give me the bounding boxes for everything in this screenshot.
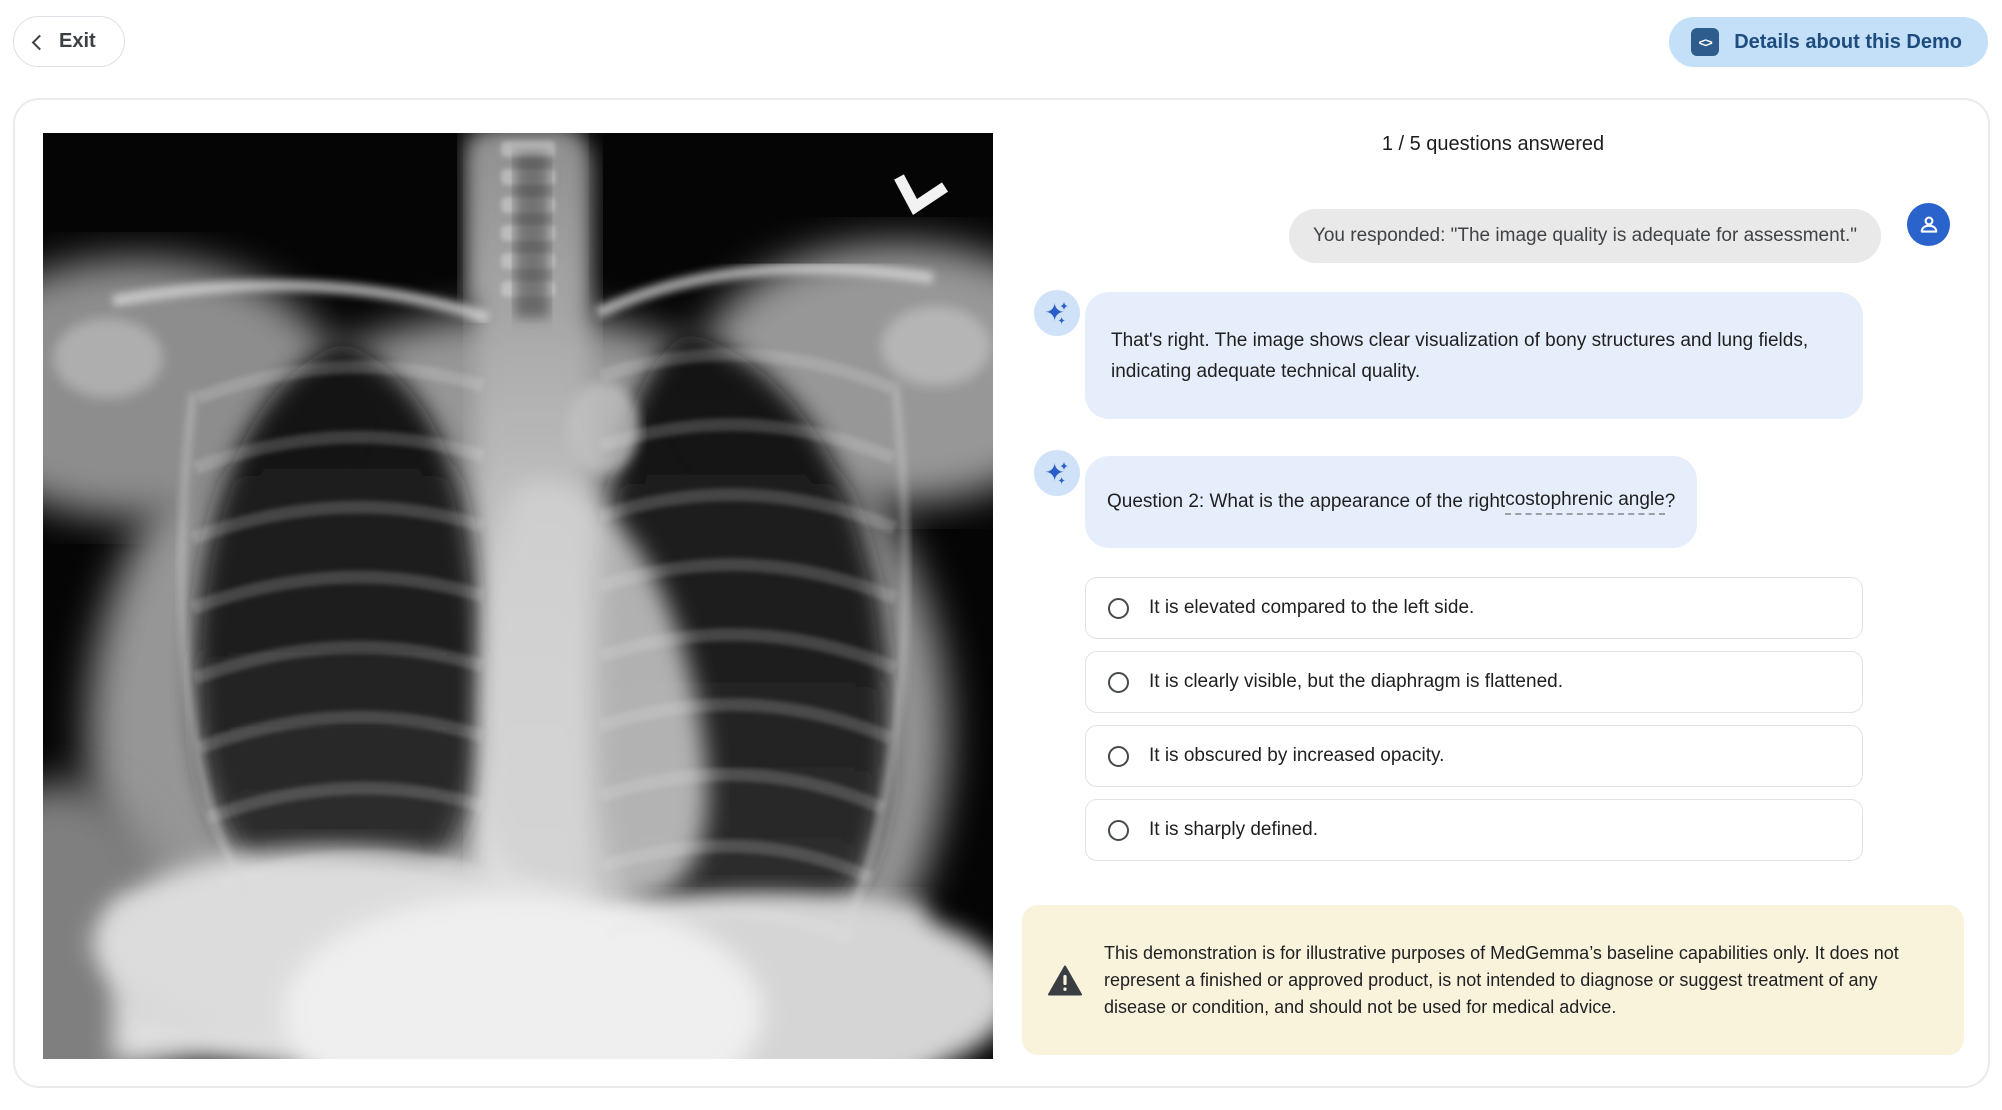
option-label: It is sharply defined. — [1149, 819, 1318, 840]
answer-option-3[interactable] — [1085, 725, 1863, 787]
details-label: Details about this Demo — [1734, 30, 1962, 53]
question-suffix: ? — [1664, 491, 1676, 512]
option-label: It is obscured by increased opacity. — [1149, 745, 1445, 766]
details-about-demo-button[interactable] — [1669, 17, 1988, 67]
chest-xray-image — [43, 133, 993, 1059]
code-icon: <> — [1691, 28, 1719, 56]
user-message-row — [1289, 203, 1950, 263]
user-message-bubble: You responded: "The image quality is adequate for assessment." — [1289, 209, 1881, 263]
option-label: It is elevated compared to the left side. — [1149, 597, 1475, 618]
radio-button[interactable] — [1108, 672, 1129, 693]
glossary-term[interactable]: costophrenic angle — [1505, 489, 1665, 515]
ai-sparkle-icon — [1034, 290, 1080, 336]
user-avatar — [1907, 203, 1950, 246]
disclaimer-banner — [1022, 905, 1964, 1055]
option-label: It is clearly visible, but the diaphragm is flattened. — [1149, 671, 1563, 692]
answer-option-1[interactable] — [1085, 577, 1863, 639]
warning-triangle-icon — [1048, 965, 1082, 996]
radio-button[interactable] — [1108, 746, 1129, 767]
exit-button[interactable] — [13, 16, 125, 67]
question-prefix: Question 2: What is the appearance of the right — [1107, 491, 1506, 512]
gemini-sparkle-icon — [1043, 459, 1071, 487]
disclaimer-text: This demonstration is for illustrative purposes of MedGemma’s baseline capabilities only. It does not represent a finished or approved product, is not intended to diagnose or suggest treatment of any disease or condition, and should not be used for medical advice. — [1104, 942, 1899, 1017]
chevron-left-icon — [32, 34, 48, 50]
radio-button[interactable] — [1108, 820, 1129, 841]
ai-sparkle-icon — [1034, 450, 1080, 496]
gemini-sparkle-icon — [1043, 299, 1071, 327]
ai-feedback-bubble: That's right. The image shows clear visualization of bony structures and lung fields, indicating adequate technical quality. — [1085, 292, 1863, 419]
progress-text: 1 / 5 questions answered — [1381, 133, 1605, 155]
ai-question-bubble — [1085, 456, 1697, 548]
person-icon — [1917, 213, 1941, 237]
answer-option-2[interactable] — [1085, 651, 1863, 713]
chest-xray-graphic — [43, 133, 993, 1059]
answer-option-4[interactable] — [1085, 799, 1863, 861]
demo-card — [13, 98, 1990, 1088]
exit-label: Exit — [59, 30, 96, 52]
radio-button[interactable] — [1108, 598, 1129, 619]
